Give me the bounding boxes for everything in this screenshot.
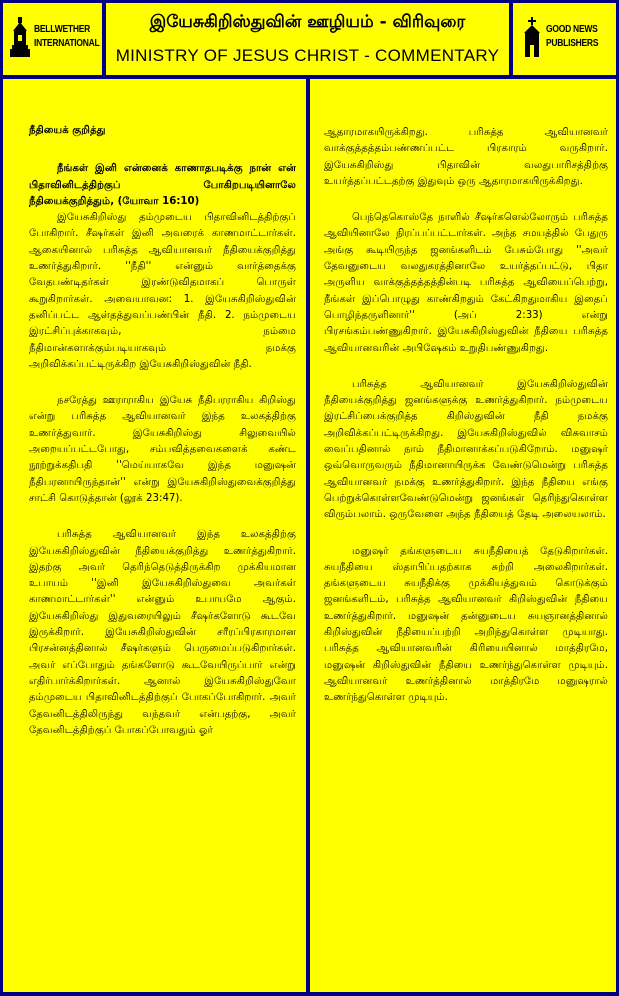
- church-icon: [521, 17, 543, 57]
- section-heading: நீதியைக் குறித்து: [29, 125, 106, 136]
- good-news-logo-text: GOOD NEWS PUBLISHERS: [546, 24, 599, 49]
- verse-quote: நீங்கள் இனி என்னைக் காணாதபடிக்கு நான் என் பிதாவினிடத்திற்குப் போகிறபடியினாலே நீதியைக்குறித்தும், (யோவா 16:10): [29, 163, 296, 207]
- tamil-title: இயேசுகிறிஸ்துவின் ஊழியம் - விரிவுரை: [149, 12, 466, 32]
- paragraph: நசரேத்து ஊராராகிய இயேசு நீதிபரராகிய கிறிஸ்து என்று பரிசுத்த ஆவியானவர் இந்த உலகத்திற்கு உணர்த்துவார். இயேசுகிறிஸ்து சிலுவையில் அறையப்பட்டபோது, சம்பவித்தவைகளைக் கண்ட நூற்றுக்கதிபதி ''மெய்யாகவே இந்த மனுஷன் நீதிபரனாயிருந்தான்'' என்று இயேசுகிறிஸ்துவைக்குறித்து சாட்சி கொடுத்தான் (லூக் 23:47).: [29, 395, 296, 504]
- good-news-publishers-logo: [513, 3, 616, 75]
- paragraph: பரிசுத்த ஆவியானவர் இந்த உலகத்திற்கு இயேசுகிறிஸ்துவின் நீதியைக்குறித்து உணர்த்துகிறார். இதற்கு அவர் தெரிந்தெடுத்திருக்கிற முக்கியமான உபாயம் ''இனி இயேசுகிறிஸ்துவை அவர்கள் காணமாட்டார்கள்'' என்னும் உபாயமே ஆகும். இயேசுகிறிஸ்து இதுவரையிலும் சீஷர்களோடு கூடவே இருக்கிறார். இயேசுகிறிஸ்துவின் சரீரப்பிரகாரமான பிரசன்னத்தினால் சீஷர்களும் பெருமைப்படுகிறார்கள். அவர் எப்போதும் தங்களோடு கூடவேயிருப்பார் என்று எதிர்பார்க்கிறார்கள். ஆனால் இயேசுகிறிஸ்துவோ தம்முடைய பிதாவினிடத்திற்குப் போகப்போகிறார். அவர் தேவனிடத்திலிருந்து வந்தவர் என்பதற்கு, அவர் தேவனிடத்திற்குப் போகப்போவதும் ஓர்: [29, 529, 296, 736]
- paragraph: பரிசுத்த ஆவியானவர் இயேசுகிறிஸ்துவின் நீதியைக்குறித்து ஜனங்களுக்கு உணர்த்துகிறார். நம்முடைய இரட்சிப்பைக்குறித்த கிறிஸ்துவின் நீதி நமக்கு அறிவிக்கப்பட்டிருக்கிறது. இயேசுகிறிஸ்துவில் விசுவாசம் வைப்பதினால் நாம் நீதிமானாக்கப்படுகிறோம். மனுஷர் ஒவ்வொருவரும் நீதிமானாயிருக்க வேண்டுமென்று பரிசுத்த ஆவியானவர் நமக்கு உணர்த்துகிறார். இந்த நீதியை எங்கு பெற்றுக்கொள்ளவேண்டுமென்று ஜனங்கள் தெரிந்துகொள்ள விரும்பலாம். ஒருவேளை அந்த நீதியைத் தேடி அலையலாம்.: [324, 378, 608, 521]
- paragraph: இயேசுகிறிஸ்து தம்முடைய பிதாவினிடத்திற்குப் போகிறார். சீஷர்கள் இனி அவரைக் காணமாட்டார்கள். ஆகையினால் பரிசுத்த ஆவியானவர் நீதியைக்குறித்து உணர்த்துகிறார். ''நீதி'' என்னும் வார்த்தைக்கு வேதபண்டிதர்கள் இரண்டுவிதமாகப் பொருள் கூறுகிறார்கள். அவையாவன: 1. இயேசுகிறிஸ்துவின் தனிப்பட்ட ஆள்தத்துவப்பண்பின் நீதி. 2. நம்முடைய இரட்சிப்புக்காகவும், நம்மை நீதிமான்களாக்கும்படியாகவும் நமக்கு அறிவிக்கப்பட்டிருக்கிற இயேசுகிறிஸ்துவின் நீதி.: [29, 212, 296, 370]
- bellwether-logo: [3, 3, 102, 75]
- right-column: [310, 79, 616, 992]
- left-column: [3, 79, 306, 992]
- paragraph: மனுஷர் தங்களுடைய சுயநீதியைத் தேடுகிறார்கள். சுயநீதியை ஸ்தாபிப்பதற்காக சுற்றி அலைகிறார்கள். தங்களுடைய சுயநீதிக்கு முக்கியத்துவம் கொடுக்கும் ஜனங்களிடம், பரிசுத்த ஆவியானவர் கிறிஸ்துவின் நீதியை உணர்த்துகிறார். மனுஷன் தன்னுடைய சுயஞானத்தினால் கிறிஸ்துவின் நீதியைப்பற்றி அறிந்துகொள்ள முடியாது. பரிசுத்த ஆவியானவரின் கிரியையினால் மாத்திரமே, மனுஷன் கிறிஸ்துவின் நீதியை உணர்ந்துகொள்ள முடியும். ஆவியானவர் உணர்த்தினால் மாத்திரமே மனுஷரால் உணர்ந்துகொள்ள முடியும்.: [324, 545, 608, 704]
- paragraph: ஆதாரமாகயிருக்கிறது. பரிசுத்த ஆவியானவர் வாக்குத்தத்தம்பண்ணப்பட்ட பிரகாரம் வருகிறார். இயேசுகிறிஸ்து பிதாவின் வலதுபாரிசத்திற்கு உயர்த்தப்பட்டதற்கு இதுவும் ஒரு ஆதாரமாகயிருக்கிறது.: [324, 127, 608, 187]
- page-header: [106, 3, 509, 75]
- paragraph: பெந்தெகொஸ்தே நாளில் சீஷர்களெல்லோரும் பரிசுத்த ஆவியினாலே நிரப்பப்பட்டார்கள். அந்த சமயத்தில் பேதுரு அங்கு கூடியிருந்த ஜனங்களிடம் பேசும்போது ''அவர் தேவனுடைய வலதுகரத்தினாலே உயர்த்தப்பட்டு, பிதா அருளிய வாக்குத்தத்தத்தின்படி பரிசுத்த ஆவியைப்பெற்று, நீங்கள் இப்பொழுது காண்கிறதும் கேட்கிறதுமாகிய இதைப் பொழிந்தருளினார்'' (அப் 2:33) என்று பிரசங்கம்பண்ணுகிறார். இயேசுகிறிஸ்துவின் நீதியை பரிசுத்த ஆவியானவரின் அபிஷேகம் உறுதிபண்ணுகிறது.: [324, 212, 608, 354]
- bellwether-logo-text: BELLWETHER INTERNATIONAL: [34, 24, 100, 49]
- bell-tower-icon: [9, 17, 31, 57]
- english-title: MINISTRY OF JESUS CHRIST - COMMENTARY: [115, 46, 500, 65]
